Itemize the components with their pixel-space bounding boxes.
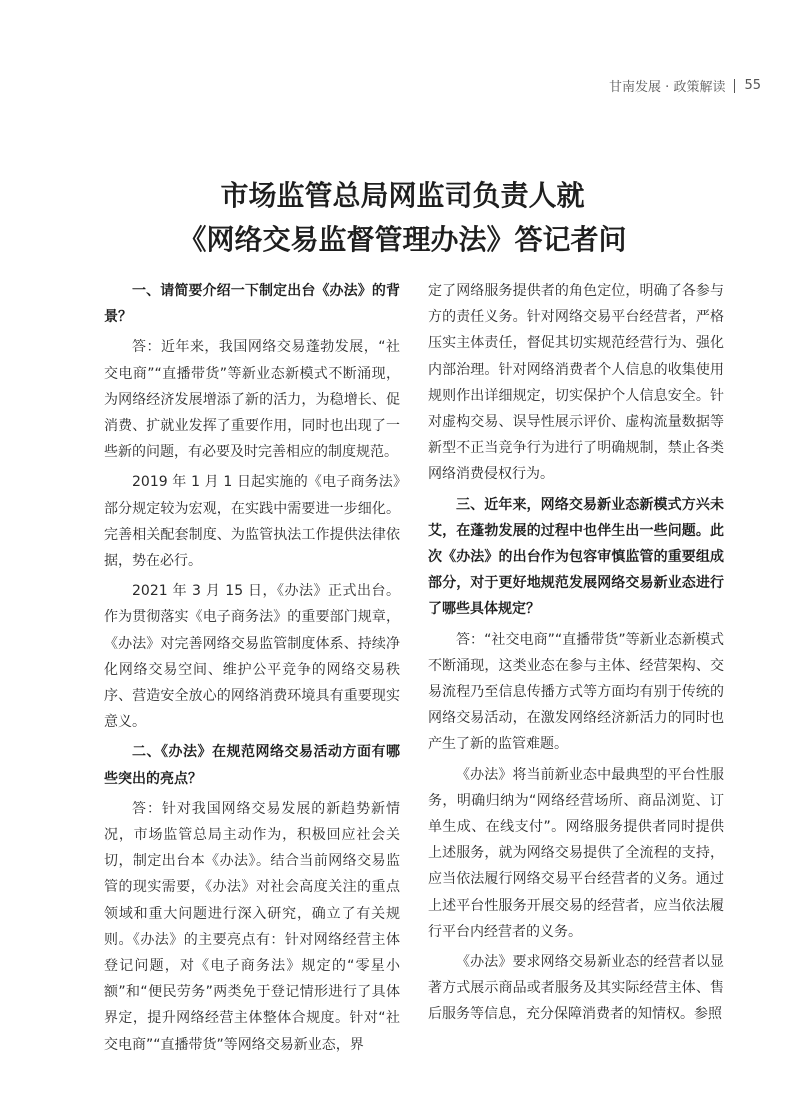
question-2: 二、《办法》在规范网络交易活动方面有哪些突出的亮点？ bbox=[104, 744, 400, 787]
title-line-2: 《网络交易监督管理办法》答记者问 bbox=[178, 223, 627, 256]
title-line-1: 市场监管总局网监司负责人就 bbox=[220, 179, 585, 212]
left-column bbox=[104, 278, 400, 1062]
answer-1-paragraph: 2021 年 3 月 15 日，《办法》正式出台。作为贯彻落实《电子商务法》的重要部门规章，《办法》对完善网络交易监管制度体系、持续净化网络交易空间、维护公平竞争的网络交易秩序、营造安全放心的网络消费环境具有重要现实意义。 bbox=[104, 583, 400, 731]
answer-3-paragraph: 《办法》要求网络交易新业态的经营者以显著方式展示商品或者服务及其实际经营主体、售后服务等信息，充分保障消费者的知情权。参照 bbox=[428, 954, 724, 1023]
right-column bbox=[428, 278, 724, 1032]
answer-3-paragraph: 《办法》将当前新业态中最典型的平台性服务，明确归纳为“网络经营场所、商品浏览、订单生成、在线支付”。网络服务提供者同时提供上述服务，就为网络交易提供了全流程的支持，应当依法履行网络交易平台经营者的义务。通过上述平台性服务开展交易的经营者，应当依法履行平台内经营者的义务。 bbox=[428, 766, 724, 940]
page-number: 55 bbox=[744, 78, 761, 93]
answer-2-paragraph: 答：针对我国网络交易发展的新趋势新情况，市场监管总局主动作为，积极回应社会关切，制定出台本《办法》。结合当前网络交易监管的现实需要，《办法》对社会高度关注的重点领域和重大问题进行深入研究，确立了有关规则。《办法》的主要亮点有：针对网络经营主体登记问题，对《电子商务法》规定的“零星小额”和“便民劳务”两类免于登记情形进行了具体界定，提升网络经营主体整体合规度。针对“社交电商”“直播带货”等网络交易新业态，界 bbox=[104, 800, 400, 1053]
answer-2-continuation: 定了网络服务提供者的角色定位，明确了各参与方的责任义务。针对网络交易平台经营者，严格压实主体责任，督促其切实规范经营行为、强化内部治理。针对网络消费者个人信息的收集使用规则作出详细规定，切实保护个人信息安全。针对虚构交易、误导性展示评价、虚构流量数据等新型不正当竞争行为进行了明确规制，禁止各类网络消费侵权行为。 bbox=[428, 283, 724, 483]
question-3: 三、近年来，网络交易新业态新模式方兴未艾，在蓬勃发展的过程中也伴生出一些问题。此次《办法》的出台作为包容审慎监管的重要组成部分，对于更好地规范发展网络交易新业态进行了哪些具体规定？ bbox=[428, 496, 724, 618]
answer-3-paragraph: 答：“社交电商”“直播带货”等新业态新模式不断涌现，这类业态在参与主体、经营架构、交易流程乃至信息传播方式等方面均有别于传统的网络交易活动，在激发网络经济新活力的同时也产生了新的监管难题。 bbox=[428, 631, 724, 753]
header-divider bbox=[734, 79, 735, 93]
answer-1-paragraph: 2019 年 1 月 1 日起实施的《电子商务法》部分规定较为宏观，在实践中需要进一步细化。完善相关配套制度、为监管执法工作提供法律依据，势在必行。 bbox=[104, 474, 400, 570]
question-1: 一、请简要介绍一下制定出台《办法》的背景？ bbox=[104, 283, 400, 326]
running-header bbox=[609, 76, 761, 95]
article-title bbox=[0, 174, 805, 262]
answer-1-paragraph: 答：近年来，我国网络交易蓬勃发展，“社交电商”“直播带货”等新业态新模式不断涌现，为网络经济发展增添了新的活力，为稳增长、促消费、扩就业发挥了重要作用，同时也出现了一些新的问题，有必要及时完善相应的制度规范。 bbox=[104, 339, 400, 461]
section-label: 甘南发展 · 政策解读 bbox=[609, 80, 726, 95]
